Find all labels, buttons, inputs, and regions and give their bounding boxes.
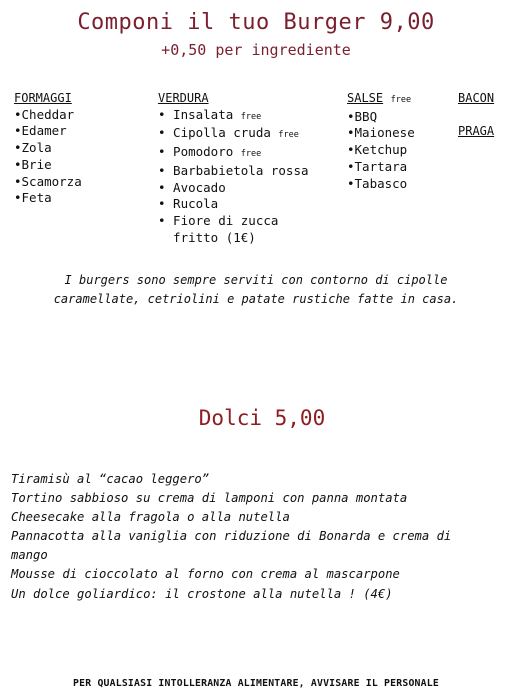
list-item [158,107,309,126]
list-item: •Maionese [347,125,415,141]
list-item [158,196,309,213]
list-item: Cheesecake alla fragola o alla nutella [11,510,290,525]
list-item [158,125,309,144]
list-item [158,144,309,163]
free-tag: free [278,130,299,141]
list-item: •Tabasco [347,175,408,191]
list-item: •Ketchup [347,142,408,158]
list-item: Tortino sabbioso su crema di lamponi con panna montata [11,491,408,506]
list-item [158,213,309,230]
free-tag: free [390,95,412,105]
list-item: •Tartara [347,158,408,174]
list-item: mango [11,548,48,563]
verdura-column [158,90,309,246]
praga-heading: PRAGA [458,124,495,139]
bacon-heading: BACON [458,91,495,105]
list-item: Tiramisù al “cacao leggero” [11,472,210,486]
desserts-title: Dolci 5,00 [198,406,326,430]
list-item [158,163,309,180]
salse-column [347,90,415,192]
verdura-heading: VERDURA [158,91,209,105]
page-title: Componi il tuo Burger 9,00 [77,10,435,35]
list-item [158,230,309,247]
extra-column [458,90,494,140]
list-item-label: • Barbabietola rossa [158,162,309,178]
list-item-label: • Rucola [158,196,219,212]
formaggi-heading: FORMAGGI [14,91,72,105]
list-item: Mousse di cioccolato al forno con crema al mascarpone [11,567,400,582]
list-item: •Brie [14,156,52,172]
list-item: •Cheddar [14,106,75,122]
list-item: Pannacotta alla vaniglia con riduzione di Bonarda e crema di [11,529,452,544]
list-item-label: • Cipolla cruda [158,125,271,141]
note-line: I burgers sono sempre serviti con contorno di cipolle [64,273,448,287]
free-tag: free [240,149,262,160]
list-item: •BBQ [347,108,378,124]
list-item [158,180,309,197]
desserts-list [11,470,506,604]
free-tag: free [240,111,262,122]
allergy-notice: PER QUALSIASI INTOLLERANZA ALIMENTARE, AVVISARE IL PERSONALE [73,678,439,689]
list-item-label: • Pomodoro [158,144,234,160]
formaggi-column [14,90,82,207]
page-subtitle: +0,50 per ingrediente [161,41,351,59]
list-item-label: fritto (1€) [158,229,256,245]
list-item-label: • Insalata [158,106,234,122]
list-item: •Feta [14,190,52,206]
list-item: Un dolce goliardico: il crostone alla nutella ! (4€) [11,586,393,601]
side-dish-note [0,271,512,309]
list-item: •Edamer [14,123,67,139]
list-item: •Scamorza [14,173,82,189]
list-item: •Zola [14,140,52,156]
note-line: caramellate, cetriolini e patate rustiche fatte in casa. [53,292,459,306]
salse-heading: SALSE [347,91,384,105]
list-item-label: • Fiore di zucca [158,212,279,228]
list-item-label: • Avocado [158,179,226,195]
salse-heading-row [347,90,415,109]
